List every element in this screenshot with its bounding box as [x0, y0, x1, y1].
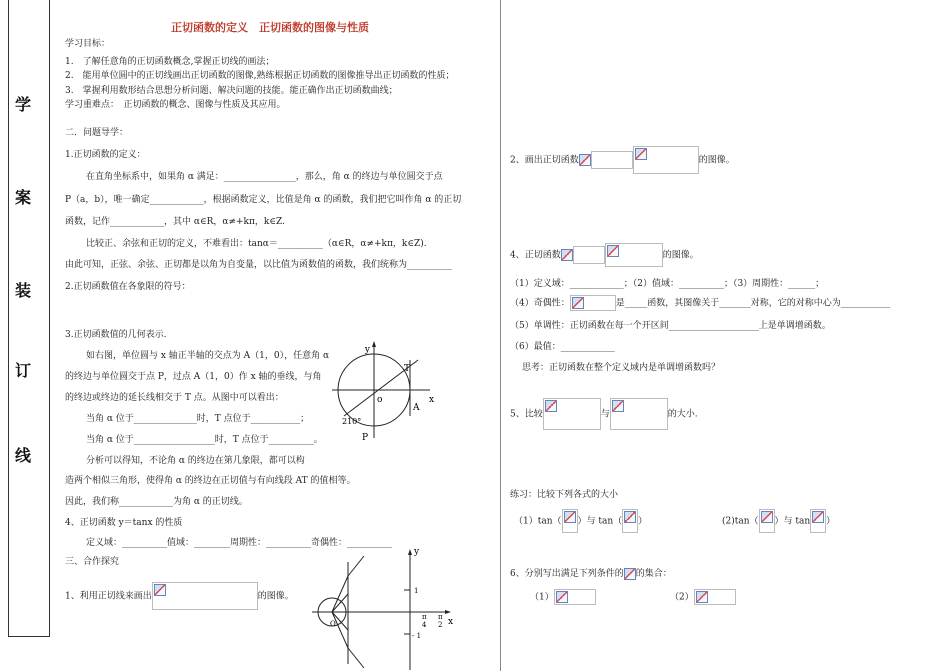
exercise-item	[722, 509, 835, 533]
tick-label: 2	[438, 621, 443, 629]
tick-label: π	[438, 613, 443, 621]
broken-image-icon	[545, 400, 557, 412]
binding-char: 装	[15, 281, 32, 300]
tick-label: 1	[414, 587, 419, 595]
question-text: 4、正切函数	[510, 250, 561, 261]
question-text: 6、分别写出满足下列条件的	[510, 569, 624, 579]
paragraph-line: 函数，记作____________，其中 α∈R，α≠+kπ，k∈Z.	[65, 217, 285, 227]
formula-image-placeholder	[543, 398, 601, 430]
axis-label-x: x	[429, 395, 435, 405]
tangent-graph-figure	[308, 546, 458, 671]
formula-image-placeholder	[633, 146, 699, 174]
broken-image-icon	[812, 511, 824, 523]
page-title: 正切函数的定义 正切函数的图像与性质	[171, 21, 369, 34]
formula-image-placeholder	[694, 589, 736, 605]
angle-label: 210°	[342, 417, 362, 426]
section-heading: 二．问题导学：	[65, 128, 129, 138]
question-heading: 4、正切函数 y＝tanx 的性质	[65, 518, 183, 528]
paragraph-line: 的终边与单位圆交于点 P，过点 A（1，0）作 x 轴的垂线，与角	[65, 372, 322, 382]
paragraph-line: 当角 α 位于__________________时，T 点位于__________。	[86, 435, 323, 445]
question-text: 5、比较	[510, 409, 543, 420]
question-text: 2、画出正切函数	[510, 155, 579, 166]
exercise-text: （1）tan（	[514, 516, 562, 527]
broken-image-icon	[572, 297, 584, 309]
exercise-text: ）	[638, 516, 648, 527]
paragraph-line: 在直角坐标系中，如果角 α 满足：________________，那么，角 α 的终边与单位圆交于点	[86, 172, 443, 182]
binding-char: 案	[15, 188, 32, 207]
broken-image-icon	[635, 148, 647, 160]
question-text: 与	[600, 409, 610, 420]
broken-image-icon	[154, 584, 166, 596]
question-heading: 3.正切函数值的几何表示.	[65, 330, 167, 340]
broken-image-icon	[624, 511, 636, 523]
paragraph-line: 当角 α 位于______________时，T 点位于___________；	[86, 414, 310, 424]
broken-image-icon	[612, 400, 624, 412]
origin-label: O	[330, 620, 336, 628]
column-divider	[500, 0, 501, 671]
point-label-p: P	[362, 433, 369, 442]
broken-image-icon	[696, 591, 708, 603]
origin-label: o	[377, 395, 383, 405]
exercise-text: ）与 tan	[774, 516, 811, 527]
broken-image-icon	[556, 591, 568, 603]
binding-char: 线	[15, 446, 32, 465]
formula-image-placeholder	[622, 509, 638, 533]
question-heading: 2.正切函数值在各象限的符号：	[65, 282, 191, 292]
section-heading: 三、合作探究	[65, 557, 120, 567]
formula-image-placeholder	[152, 582, 258, 610]
broken-image-icon	[564, 511, 576, 523]
item-label: （2）	[670, 592, 694, 603]
exercise-text: ）与 tan（	[577, 516, 623, 527]
item-label: （1）	[530, 592, 554, 603]
key-points: 学习重难点： 正切函数的概念、图像与性质及其应用。	[65, 100, 286, 110]
draw-question	[510, 243, 699, 267]
question-text: 的集合：	[635, 569, 672, 579]
formula-image-placeholder	[570, 295, 616, 311]
paragraph-line: 比较正、余弦和正切的定义，不难看出：tanα＝__________（α∈R，α≠+kπ，k∈Z).	[86, 239, 427, 249]
formula-image-placeholder	[605, 243, 663, 267]
formula-icon	[579, 154, 591, 166]
paragraph-line: P（a，b），唯一确定____________，根据函数定义，比值是角 α 的函数，我们把它叫作角 α 的正切	[65, 195, 462, 205]
compare-question	[510, 398, 698, 430]
draw-question	[65, 582, 294, 610]
goal-item: 1. 了解任意角的正切函数概念,掌握正切线的画法；	[65, 57, 275, 67]
property-line	[510, 295, 890, 311]
question-text: 的大小.	[667, 409, 698, 420]
paragraph-line: 造两个相似三角形，使得角 α 的终边在正切值与有向线段 AT 的值相等。	[65, 476, 356, 486]
paragraph-line: 由此可知，正弦、余弦、正切都是以角为自变量，以比值为函数值的函数，我们统称为__________	[65, 260, 453, 270]
formula-image-placeholder	[759, 509, 775, 533]
formula-icon	[624, 568, 636, 580]
paragraph-line: 定义域：__________值域：________周期性：__________奇偶性：__________	[86, 538, 393, 548]
formula-image-placeholder	[591, 151, 633, 169]
goals-heading: 学习目标：	[65, 39, 111, 49]
unit-circle-figure	[330, 338, 442, 442]
paragraph-line: 因此，我们称____________为角 α 的正切线。	[65, 497, 248, 507]
axis-label-y: y	[414, 547, 420, 557]
formula-image-placeholder	[810, 509, 826, 533]
property-line: （5）单调性：正切函数在每一个开区间____________________上是单调增函数。	[510, 321, 831, 331]
broken-image-icon	[607, 245, 619, 257]
exercise-heading: 练习：比较下列各式的大小	[510, 490, 619, 500]
broken-image-icon	[761, 511, 773, 523]
axis-label-y: y	[364, 345, 370, 355]
set-question	[510, 566, 672, 580]
point-label-t: T	[404, 364, 411, 374]
tick-label: 4	[422, 621, 427, 629]
goal-item: 2. 能用单位圆中的正切线画出正切函数的图像,熟练根据正切函数的图像推导出正切函数的性质；	[65, 71, 455, 81]
property-text: 是_____函数，其图像关于_______对称，它的对称中心为___________	[615, 298, 891, 309]
set-item	[530, 589, 596, 605]
formula-icon	[561, 249, 573, 261]
formula-image-placeholder	[562, 509, 578, 533]
property-text: （4）奇偶性：	[510, 298, 570, 309]
point-label-a: A	[413, 403, 420, 413]
axis-label-x: x	[448, 617, 454, 627]
paragraph-line: 分析可以得知，不论角 α 的终边在第几象限，都可以构	[86, 456, 305, 466]
formula-image-placeholder	[573, 246, 605, 264]
think-question: 思考：正切函数在整个定义域内是单调增函数吗？	[522, 363, 721, 373]
question-text: 的图像。	[698, 155, 735, 166]
tick-label: π	[422, 613, 427, 621]
question-text: 的图像。	[257, 591, 294, 602]
exercise-text: (2)tan（	[722, 516, 759, 527]
property-line: （1）定义域：____________；（2）值域：__________；（3）周期性：______；	[510, 279, 825, 289]
goal-item: 3. 掌握利用数形结合思想分析问题、解决问题的技能。能正确作出正切函数曲线；	[65, 86, 398, 96]
formula-image-placeholder	[610, 398, 668, 430]
exercise-text: ）	[826, 516, 836, 527]
question-heading: 1.正切函数的定义：	[65, 150, 146, 160]
paragraph-line: 的终边或终边的延长线相交于 T 点。从图中可以看出：	[65, 393, 284, 403]
exercise-item	[514, 509, 647, 533]
question-text: 的图像。	[662, 250, 699, 261]
tick-label: - 1	[412, 632, 422, 640]
paragraph-line: 如右图，单位圆与 x 轴正半轴的交点为 A（1，0），任意角 α	[86, 351, 330, 361]
set-item	[670, 589, 736, 605]
formula-image-placeholder	[554, 589, 596, 605]
binding-char: 订	[15, 361, 32, 380]
property-line: （6）最值：____________	[510, 342, 615, 352]
question-text: 1、利用正切线来画出	[65, 591, 152, 602]
draw-question	[510, 146, 735, 174]
binding-char: 学	[15, 95, 32, 114]
